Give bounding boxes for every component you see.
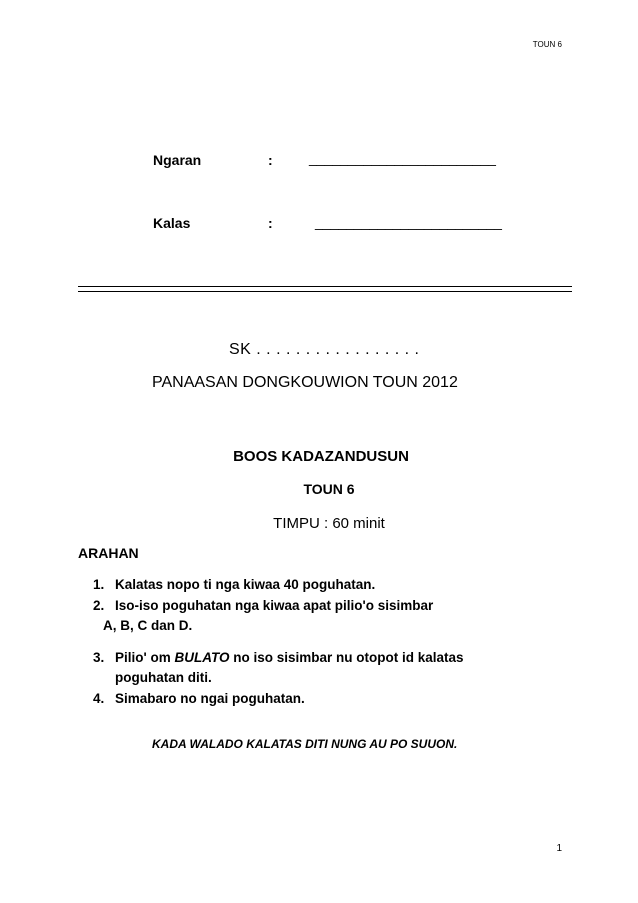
instruction-emphasis: BULATO <box>174 650 230 665</box>
instruction-text-continued: A, B, C dan D. <box>103 618 193 633</box>
year-label: TOUN 6 <box>303 481 355 497</box>
instruction-text <box>115 650 464 665</box>
instructions-heading: ARAHAN <box>78 545 139 561</box>
name-field-label: Ngaran <box>153 152 202 168</box>
instruction-text: Simabaro no ngai poguhatan. <box>115 691 305 706</box>
header-grade-label: TOUN 6 <box>532 40 562 49</box>
instruction-number: 2. <box>93 598 105 613</box>
instruction-text: Iso-iso poguhatan nga kiwaa apat pilio'o sisimbar <box>115 598 434 613</box>
instruction-number: 3. <box>93 650 105 665</box>
instruction-text-continued: poguhatan diti. <box>115 670 212 685</box>
warning-note: KADA WALADO KALATAS DITI NUNG AU PO SUUON. <box>152 737 458 751</box>
class-field-colon: : <box>268 215 273 231</box>
name-field-colon: : <box>268 152 273 168</box>
subject-title: BOOS KADAZANDUSUN <box>233 448 409 465</box>
exam-title: PANAASAN DONGKOUWION TOUN 2012 <box>152 374 458 391</box>
instruction-text: Kalatas nopo ti nga kiwaa 40 poguhatan. <box>115 577 376 592</box>
class-field-label: Kalas <box>153 215 191 231</box>
instruction-number: 1. <box>93 577 105 592</box>
instruction-number: 4. <box>93 691 105 706</box>
name-field-blank: ________________________ <box>309 150 496 166</box>
instruction-text-part: no iso sisimbar nu otopot id kalatas <box>229 650 464 665</box>
instruction-text-part: Pilio' om <box>115 650 175 665</box>
double-divider <box>78 286 572 292</box>
class-field-blank: ________________________ <box>315 214 502 230</box>
duration-label: TIMPU : 60 minit <box>273 515 385 532</box>
page-number: 1 <box>556 843 562 854</box>
school-name: SK . . . . . . . . . . . . . . . . . <box>229 341 420 358</box>
